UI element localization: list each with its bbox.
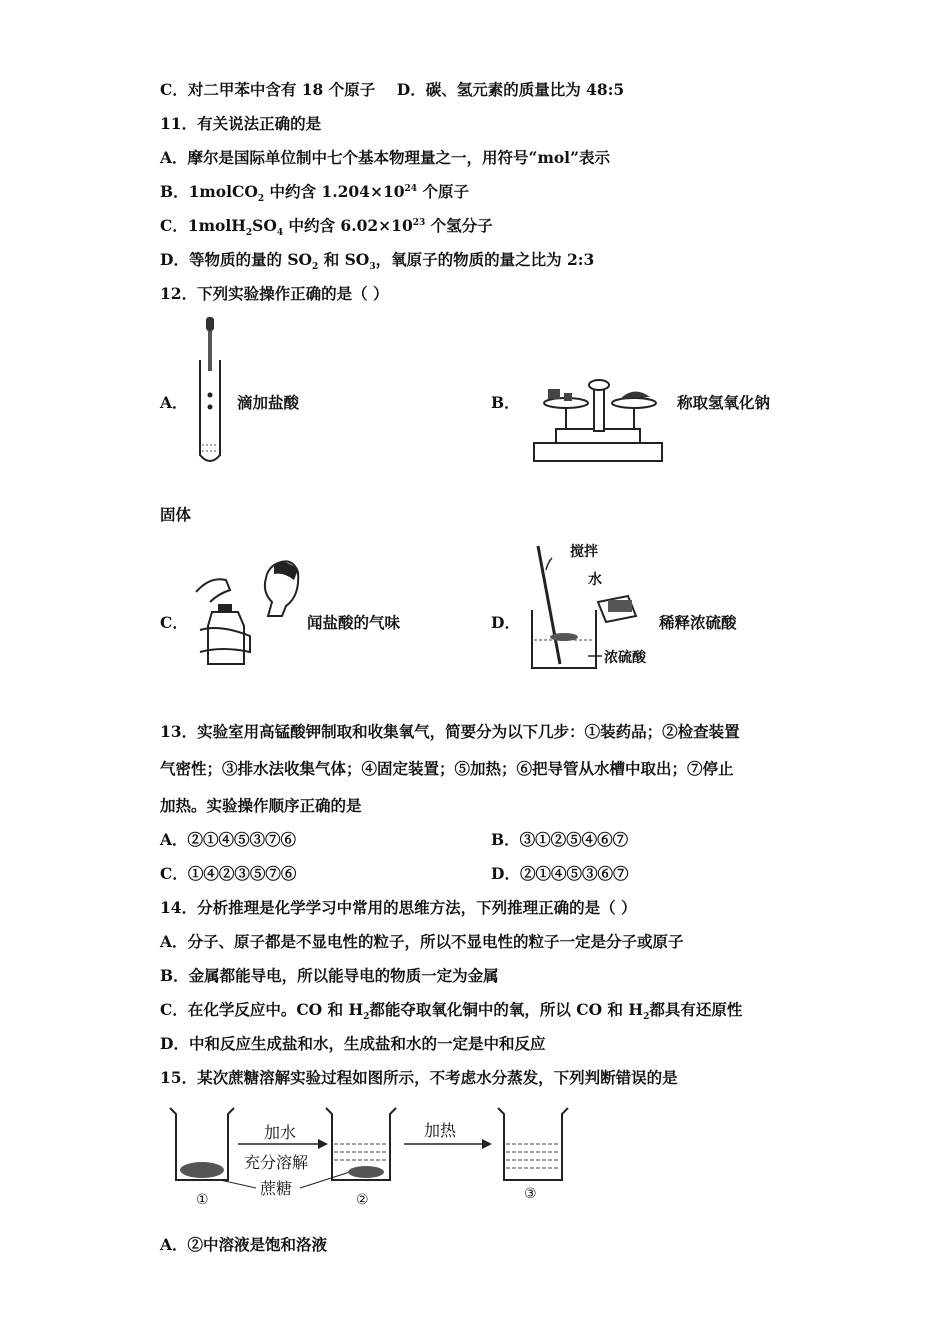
q12-option-a-label: 滴加盐酸 <box>237 393 300 412</box>
q14-stem: 14．分析推理是化学学习中常用的思维方法，下列推理正确的是（ ） <box>160 898 637 917</box>
beaker-2-number: ② <box>356 1192 369 1208</box>
q13-option-d: D．②①④⑤③⑥⑦ <box>491 864 629 883</box>
q11-stem: 11．有关说法正确的是 <box>160 114 322 133</box>
fig-label-stir: 搅拌 <box>570 544 598 560</box>
balance-scale-figure <box>528 375 668 467</box>
q11-option-d: D．等物质的量的 $SO_2$ 和 $SO_3$，氧原子的物质的量之比为 2:3 <box>160 250 595 273</box>
fig-label-add-water: 加水 <box>264 1123 297 1142</box>
fig-label-conc-acid: 浓硫酸 <box>604 650 646 666</box>
smelling-acid-figure <box>190 556 302 674</box>
fig-label-sugar: 蔗糖 <box>260 1179 293 1198</box>
sugar-pile-1 <box>180 1162 224 1178</box>
dropper-test-tube-figure <box>190 315 240 465</box>
q12-option-d-letter: D． <box>491 613 520 632</box>
q11-option-a: A．摩尔是国际单位制中七个基本物理量之一，用符号“mol”表示 <box>160 148 610 167</box>
fig-label-heat: 加热 <box>424 1121 457 1140</box>
q14-option-c: C．在化学反应中。CO 和 $H_2$都能夺取氧化铜中的氧，所以 CO 和 $H_2$都具有还原性 <box>160 1000 743 1023</box>
q10-option-c: C．对二甲苯中含有 18 个原子 <box>160 80 376 99</box>
q13-option-a: A．②①④⑤③⑦⑥ <box>160 830 297 849</box>
sugar-dissolving-figure <box>160 1100 580 1210</box>
q14-option-d: D．中和反应生成盐和水，生成盐和水的一定是中和反应 <box>160 1034 546 1053</box>
q13-stem-line3: 加热。实验操作顺序正确的是 <box>160 796 362 815</box>
beaker-1-number: ① <box>196 1192 209 1208</box>
q14-option-a: A．分子、原子都是不显电性的粒子，所以不显电性的粒子一定是分子或原子 <box>160 932 684 951</box>
q11-option-c: C．$1molH_2SO_4$ 中约含 $6.02\times 10^{23}$ 个氢分子 <box>160 216 493 239</box>
q12-stem: 12．下列实验操作正确的是（ ） <box>160 284 389 303</box>
q13-stem-line1: 13．实验室用高锰酸钾制取和收集氧气，简要分为以下几步：①装药品；②检查装置 <box>160 722 740 741</box>
q12-option-b-label: 称取氢氧化钠 <box>677 393 771 412</box>
beaker-3-number: ③ <box>524 1186 537 1202</box>
q12-option-c-label: 闻盐酸的气味 <box>307 613 401 632</box>
fig-label-water: 水 <box>588 572 602 588</box>
q12-option-b-letter: B． <box>491 393 520 412</box>
q11-option-b: B．1molCO$_2$ 中约含 $1.204\times 10^{24}$ 个原子 <box>160 182 469 205</box>
q12-option-a-letter: A． <box>160 393 188 412</box>
q12-option-b-continued: 固体 <box>160 505 192 524</box>
q10-options-line <box>160 78 624 100</box>
q13-option-b: B．③①②⑤④⑥⑦ <box>491 830 629 849</box>
q10-option-d: D．碳、氢元素的质量比为 48:5 <box>396 80 625 99</box>
sugar-pile-2 <box>348 1166 384 1178</box>
q13-option-c: C．①④②③⑤⑦⑥ <box>160 864 297 883</box>
q15-stem: 15．某次蔗糖溶解实验过程如图所示，不考虑水分蒸发，下列判断错误的是 <box>160 1068 678 1087</box>
q15-option-a: A．②中溶液是饱和洛液 <box>160 1235 328 1254</box>
q12-option-d-label: 稀释浓硫酸 <box>659 613 737 632</box>
q13-stem-line2: 气密性；③排水法收集气体；④固定装置；⑤加热；⑥把导管从水槽中取出；⑦停止 <box>160 759 734 778</box>
q14-option-b: B．金属都能导电，所以能导电的物质一定为金属 <box>160 966 499 985</box>
q12-option-c-letter: C． <box>160 613 188 632</box>
diluting-sulfuric-acid-figure <box>516 540 666 678</box>
fig-label-dissolve: 充分溶解 <box>244 1153 309 1172</box>
